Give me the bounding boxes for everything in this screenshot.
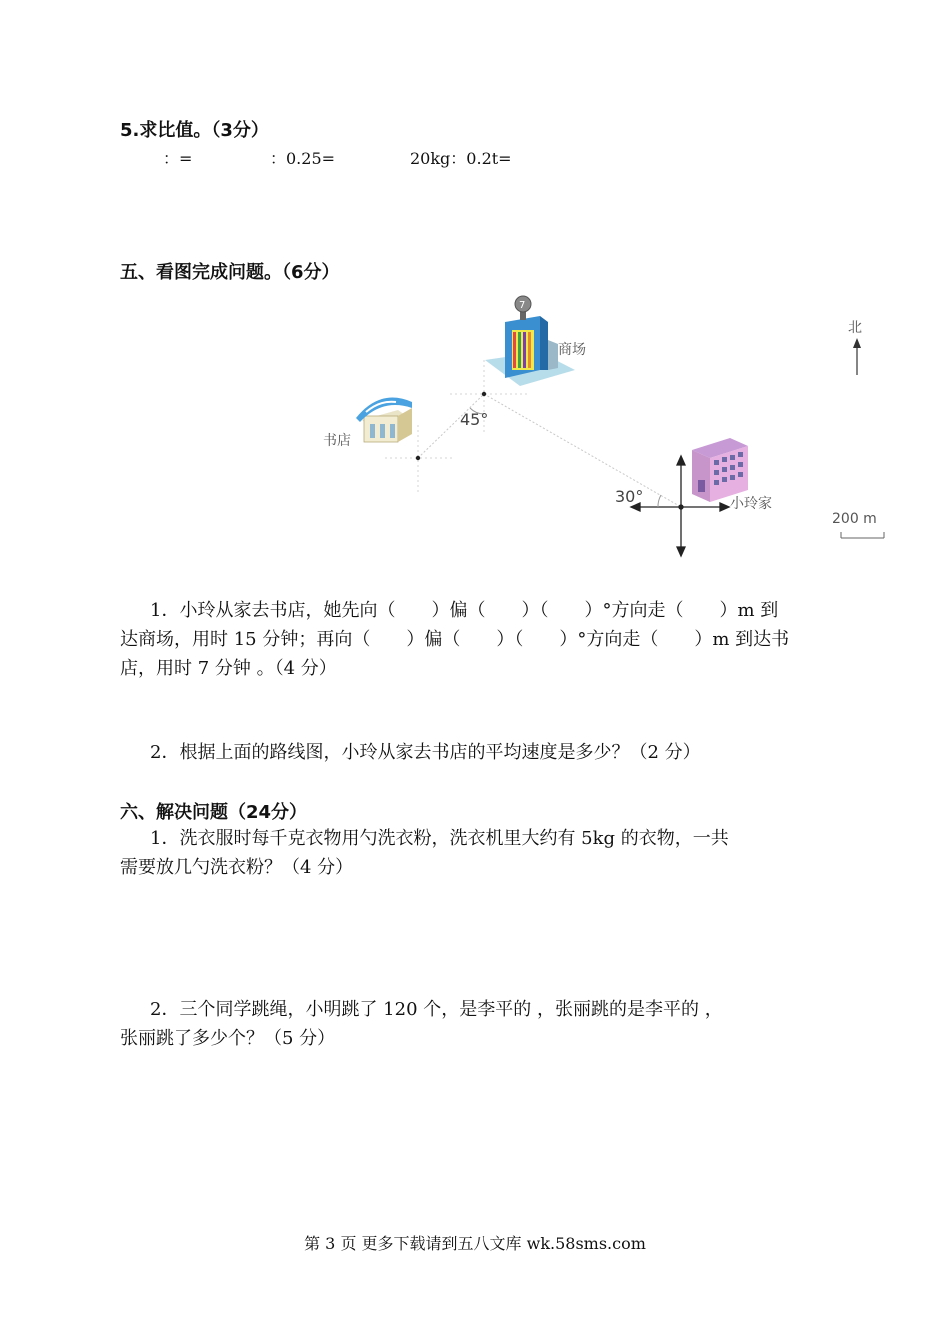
q6-1-line2: 需要放几勺洗衣粉？（4 分） [120, 857, 354, 878]
ratio-expression-3: 20kg：0.2t= [410, 149, 512, 168]
ratio-expression-2: ：0.25= [270, 149, 336, 168]
mall-label: 商场 [558, 342, 586, 358]
bookstore-icon [356, 398, 412, 442]
svg-text:7: 7 [519, 300, 526, 311]
q6-1-line1: 1．洗衣服时每千克衣物用勺洗衣粉，洗衣机里大约有 5kg 的衣物，一共 [150, 828, 729, 849]
route-map [300, 290, 900, 560]
angle-45-label: 45° [460, 410, 489, 429]
page-footer: 第 3 页 更多下载请到五八文库 wk.58sms.com [304, 1234, 646, 1253]
ratio-question-title: 5.求比值。（3分） [120, 120, 269, 141]
mall-point [482, 392, 486, 396]
q6-2-line1: 2．三个同学跳绳，小明跳了 120 个，是李平的 ，张丽跳的是李平的 ， [150, 999, 723, 1020]
north-label: 北 [848, 320, 862, 336]
q5-1-line3: 店，用时 7 分钟 。（4 分） [120, 658, 337, 679]
q5-1-line1: 1．小玲从家去书店，她先向（ ）偏（ ）（ ）°方向走（ ）m 到 [150, 600, 779, 621]
home-building-icon [692, 438, 748, 502]
route-mall-home [484, 394, 681, 507]
bookstore-point [416, 456, 420, 460]
scale-bar [841, 532, 884, 538]
q5-2: 2．根据上面的路线图，小玲从家去书店的平均速度是多少？（2 分） [150, 742, 701, 763]
ratio-expression-1: ：= [163, 149, 193, 168]
bookstore-label: 书店 [323, 433, 351, 449]
home-label: 小玲家 [730, 496, 772, 512]
q5-1-line2: 达商场，用时 15 分钟；再向（ ）偏（ ）（ ）°方向走（ ）m 到达书 [120, 629, 790, 650]
section-5-title: 五、看图完成问题。（6分） [120, 262, 340, 283]
scale-label: 200 m [832, 511, 877, 527]
angle-30-label: 30° [615, 487, 644, 506]
mall-icon [485, 296, 575, 386]
section-6-title: 六、解决问题（24分） [120, 802, 308, 823]
q6-2-line2: 张丽跳了多少个？（5 分） [120, 1028, 336, 1049]
north-arrow-icon [853, 338, 861, 375]
